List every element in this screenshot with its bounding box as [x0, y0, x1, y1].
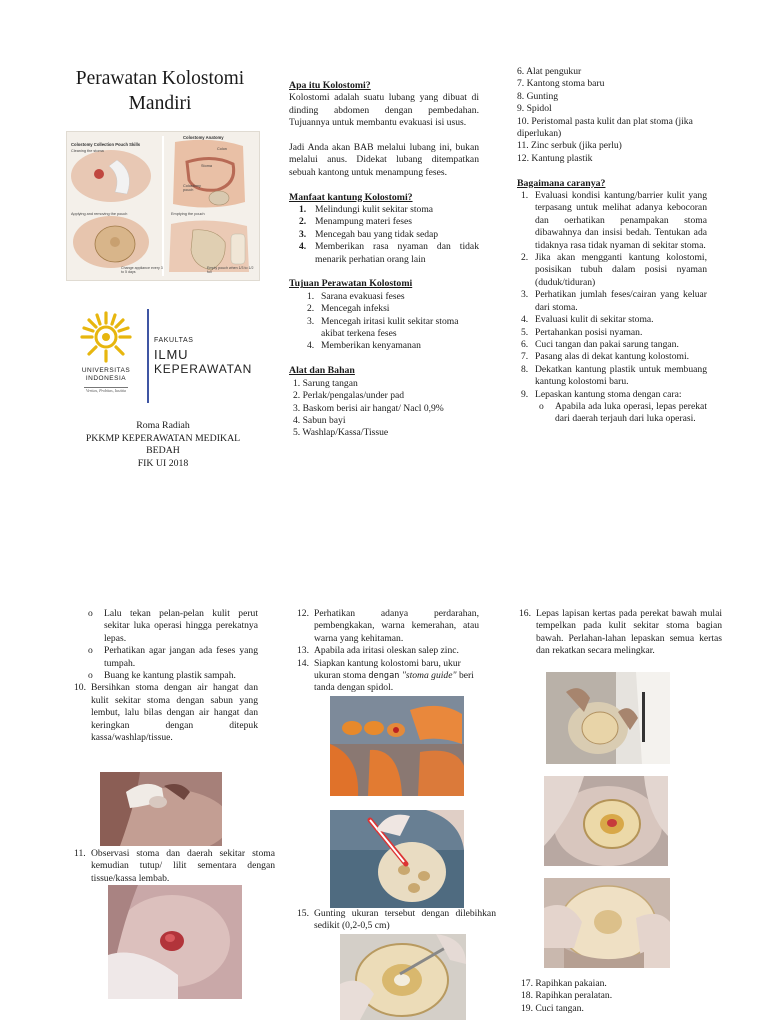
illus-label-stoma: Stoma — [201, 164, 212, 168]
tujuan-heading: Tujuan Perawatan Kolostomi — [289, 278, 413, 290]
step-11: 11. Observasi stoma dan daerah sekitar stoma kemudian tutup/ lilit sementara dengan tissue/kassa lembab. — [74, 848, 275, 884]
list-item: o Perhatikan agar jangan ada feses yang tumpah. — [88, 645, 258, 669]
column-3 — [517, 66, 707, 426]
alat-list-continued — [517, 66, 707, 165]
cover-title — [60, 66, 260, 116]
illus-label-change: Change appliance every 3 to 5 days — [121, 266, 163, 275]
list-item: 1. Sarana evakuasi feses — [307, 290, 405, 302]
list-item: o Buang ke kantung plastik sampah. — [88, 670, 236, 682]
cover-title-line1: Perawatan Kolostomi — [75, 68, 245, 89]
photo-applying-pouch-2 — [544, 776, 668, 866]
alat-list — [289, 378, 479, 440]
list-item: 1. Evaluasi kondisi kantung/barrier kulit yang terpasang untuk melihat adanya kebocoran dan oerhatikan penampakan stoma dibawahnya dan insisi bedah. Tentukan ada tidaknya rasa tidak nyaman di sekitar stoma. — [521, 190, 707, 251]
list-item: 4. Memberikan kenyamanan — [307, 340, 421, 352]
list-item: 7. Kantong stoma baru — [517, 78, 605, 90]
apa-paragraph-2: Jadi Anda akan BAB melalui lubang ini, bukan melalui anus. Didekat lubang ditempatkan sebuah kantong untuk menampung feses. — [289, 142, 479, 178]
tujuan-list — [289, 291, 479, 353]
list-item: 4. Evaluasi kulit di sekitar stoma. — [521, 314, 654, 326]
final-steps — [521, 978, 707, 1015]
photo-applying-pouch-1 — [546, 672, 670, 764]
list-item: 4. Sabun bayi — [293, 414, 346, 426]
illus-label-empty: Empty pouch when 1/3 to 1/2 full — [207, 266, 254, 275]
manfaat-list — [289, 204, 479, 266]
manfaat-heading: Manfaat kantung Kolostomi? — [289, 191, 413, 203]
list-item: o Apabila ada luka operasi, lepas perekat dari daerah terjauh dari luka operasi. — [539, 400, 707, 425]
cover-author: Roma Radiah — [136, 420, 190, 431]
university-logo — [74, 309, 262, 404]
list-item: 9. Spidol — [517, 103, 552, 115]
step-12: 12. Perhatikan adanya perdarahan, pembengkakan, warna kemerahan, atau warna yang kehitaman. — [297, 608, 479, 644]
colostomy-illustration — [66, 131, 260, 281]
step-14: 14. Siapkan kantung kolostomi baru, ukur ukuran stoma dengan "stoma guide" beri tanda dengan spidol. — [297, 657, 474, 694]
makara-emblem-icon — [78, 309, 134, 365]
list-item: 9. Lepaskan kantung stoma dengan cara: — [521, 388, 682, 400]
cover-dept-line2: BEDAH — [146, 445, 180, 456]
list-item: 12. Kantung plastik — [517, 152, 593, 164]
list-item: 3. Baskom berisi air hangat/ Nacl 0,9% — [293, 402, 444, 414]
illus-label-cleaning: Cleaning the stoma — [71, 149, 104, 153]
photo-marking-pouch — [330, 810, 464, 908]
list-item: 3. Mencegah iritasi kulit sekitar stoma akibat terkena feses — [307, 315, 459, 340]
list-item: 1. Melindungi kulit sekitar stoma — [299, 204, 434, 216]
list-item: 5. Washlap/Kassa/Tissue — [293, 427, 389, 439]
step-19: 19. Cuci tangan. — [521, 1002, 584, 1014]
photo-stoma-observation — [108, 885, 242, 999]
logo-universitas: UNIVERSITAS — [81, 367, 131, 374]
apa-paragraph-1: Kolostomi adalah suatu lubang yang dibuat di dinding abdomen dengan pembedahan. Tujuannya untuk membantu evakuasi isi usus. — [289, 92, 479, 129]
list-item: 7. Pasang alas di dekat kantung kolostomi. — [521, 351, 690, 363]
list-item: 11. Zinc serbuk (jika perlu) — [517, 140, 622, 152]
list-item: 6. Cuci tangan dan pakai sarung tangan. — [521, 338, 679, 350]
list-item: 4. Memberikan rasa nyaman dan tidak menarik perhatian orang lain — [299, 241, 479, 265]
step-10: 10. Bersihkan stoma dengan air hangat dan kulit sekitar stoma dengan sabun yang lembut, lalu bilas dengan air hangat dan keringkan dengan ditepuk kassa/washlap/tissue. — [74, 682, 258, 744]
logo-motto: Veritas, Probitas, Iustitia — [85, 388, 127, 393]
cara-heading: Bagaimana caranya? — [517, 177, 606, 189]
step-16: 16. Lepas lapisan kertas pada perekat bawah mulai tempelkan pada kulit sekitar stoma bagian bawah. Perlahan-lahan lepaskan semua kertas dan rekatkan secara melingkar. — [519, 608, 722, 657]
photo-cleaning-stoma — [100, 772, 222, 846]
alat-heading: Alat dan Bahan — [289, 365, 355, 377]
step-18: 18. Rapihkan peralatan. — [521, 990, 613, 1002]
list-item: 10. Peristomal pasta kulit dan plat stoma (jika diperlukan) — [517, 115, 693, 140]
photo-applying-pouch-3 — [544, 878, 670, 968]
list-item: 1. Sarung tangan — [293, 377, 358, 389]
cover-title-line2: Mandiri — [128, 93, 192, 114]
illus-label-pouch: Colostomy pouch — [183, 184, 201, 193]
list-item: 2. Jika akan mengganti kantung kolostomi, posisikan tubuh dalam posisi nyaman (duduk/tiduran) — [521, 252, 707, 288]
logo-divider — [147, 309, 149, 403]
apa-heading: Apa itu Kolostomi? — [289, 80, 371, 91]
page2-column-2 — [297, 608, 479, 695]
illus-title-skills: Colostomy Collection Pouch Skills — [71, 142, 141, 147]
column-2 — [289, 80, 479, 440]
list-item: 2. Menampung materi feses — [299, 216, 412, 228]
illus-label-colon: Colon — [217, 147, 227, 151]
list-item: 8. Dekatkan kantung plastik untuk membuang kantung kolostomi baru. — [521, 363, 707, 388]
cover-dept-line1: PKKMP KEPERAWATAN MEDIKAL — [85, 432, 241, 444]
photo-cutting-pouch — [340, 934, 466, 1020]
step-17: 17. Rapihkan pakaian. — [521, 978, 607, 989]
cover-credits — [66, 420, 260, 470]
step-15: 15. Gunting ukuran tersebut dengan dilebihkan sedikit (0,2-0,5 cm) — [297, 908, 496, 932]
logo-indonesia: INDONESIA — [85, 375, 127, 382]
illus-label-emptying: Emptying the pouch — [171, 212, 205, 216]
cara-9-sublist — [517, 401, 707, 426]
list-item: 6. Alat pengukur — [517, 66, 582, 77]
list-item: 8. Gunting — [517, 90, 559, 102]
page2-column-1 — [74, 608, 258, 744]
logo-ilmu: ILMU — [154, 347, 189, 362]
list-item: o Lalu tekan pelan-pelan kulit perut sekitar luka operasi hingga perekatnya lepas. — [88, 608, 258, 644]
list-item: 2. Mencegah infeksi — [307, 303, 390, 315]
list-item: 3. Perhatikan jumlah feses/cairan yang keluar dari stoma. — [521, 289, 707, 313]
illus-title-anatomy: Colostomy Anatomy — [183, 135, 224, 140]
logo-keperawatan: KEPERAWATAN — [154, 362, 253, 376]
logo-motto-underline — [84, 387, 128, 388]
cover-year: FIK UI 2018 — [137, 457, 189, 469]
remove-pouch-sublist — [74, 608, 258, 682]
cara-list — [517, 190, 707, 401]
photo-stoma-guide — [330, 696, 464, 796]
list-item: 3. Mencegah bau yang tidak sedap — [299, 228, 439, 240]
step-13: 13. Apabila ada iritasi oleskan salep zinc. — [297, 645, 459, 657]
illus-label-applying: Applying and removing the pouch — [71, 212, 128, 216]
list-item: 5. Pertahankan posisi nyaman. — [521, 326, 643, 338]
list-item: 2. Perlak/pengalas/under pad — [293, 390, 405, 402]
logo-fakultas: FAKULTAS — [154, 337, 194, 344]
